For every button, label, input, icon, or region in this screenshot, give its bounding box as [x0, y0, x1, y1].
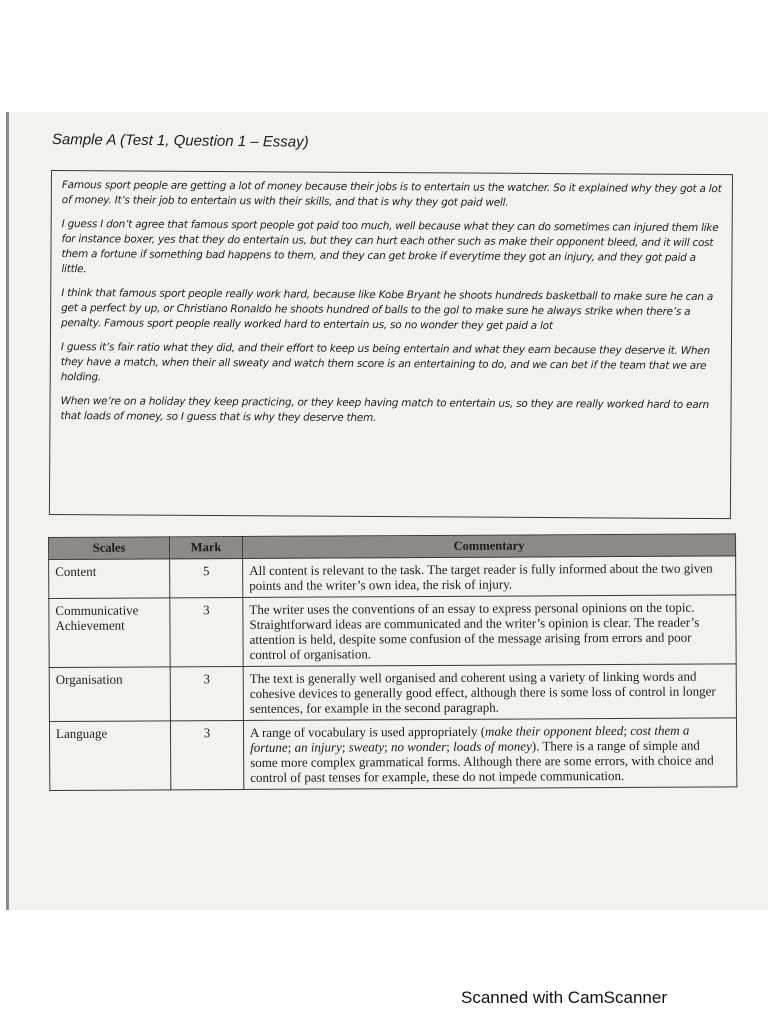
header-commentary: Commentary	[242, 534, 735, 559]
mark-cell: 3	[170, 666, 243, 720]
commentary-cell: The text is generally well organised and coherent using a variety of linking words and cohesive devices to generally good effect, although there is some loss of control in longer sentences, for example in the second paragraph.	[243, 664, 736, 721]
camscanner-watermark: Scanned with CamScanner	[461, 988, 668, 1007]
mark-cell: 5	[170, 558, 243, 597]
essay-box	[49, 170, 733, 519]
marking-table	[48, 533, 737, 791]
sample-title: Sample A (Test 1, Question 1 – Essay)	[51, 131, 309, 151]
vocabulary-example: no wonder	[390, 738, 447, 755]
commentary-cell: All content is relevant to the task. The target reader is fully informed about the two given points and the writer’s own idea, the risk of injury.	[243, 556, 736, 598]
table-row	[49, 718, 736, 791]
mark-cell: 3	[170, 720, 243, 789]
commentary-segment: ;	[287, 739, 295, 755]
vocabulary-example: an injury	[294, 739, 342, 755]
scale-cell: Communicative Achievement	[49, 598, 170, 668]
table-row	[49, 595, 736, 668]
scale-cell: Content	[49, 559, 170, 599]
essay-paragraph: I think that famous sport people really work hard, because like Kobe Bryant he shoots hundreds basketball to make sure he can a get a perfect by up, or Christiano Ronaldo he shoots hundred of balls to the gol to make sure he always strike when there’s a penalty. Famous sport people really worked hard to entertain us, so no wonder they get paid a lot	[61, 287, 714, 333]
essay-paragraph: Famous sport people are getting a lot of money because their jobs is to entertain us the watcher. So it explained why they got a lot of money. It’s their job to entertain us with their skills, and that is why they got paid well.	[61, 179, 722, 209]
commentary-segment: ;	[341, 739, 349, 755]
scale-cell: Organisation	[49, 667, 170, 722]
commentary-segment: ). There is a range of simple and some more complex grammatical forms. Although there are some errors, with choice and control of past tenses for example, these do not impede communication.	[250, 737, 714, 785]
vocabulary-example: cost them a fortune	[250, 722, 690, 755]
scale-cell: Language	[49, 721, 170, 791]
table-row	[49, 556, 736, 599]
commentary-segment: ;	[623, 722, 631, 738]
essay-paragraph: I guess it’s fair ratio what they did, and their effort to keep us being entertain and what they earn because they deserve it. When they have a match, when their all sweaty and watch them score is an entertaining to do, and we can bet if the team that we are holding.	[60, 341, 710, 384]
header-mark: Mark	[170, 536, 243, 558]
vocabulary-example: loads of money	[453, 738, 532, 754]
essay-paragraph: I guess I don’t agree that famous sport people got paid too much, well because what they can do sometimes can injured them like for instance boxer, yes that they do entertain us, but they can hurt each other such as make their opponent bleed, and it will cost them a fortune if something bad happens to them, and they can get broke if everytime they got an injury, and they got paid a little.	[61, 218, 719, 276]
commentary-segment: ;	[446, 738, 454, 754]
mark-cell: 3	[170, 597, 243, 666]
commentary-cell	[243, 718, 736, 790]
commentary-segment: ;	[384, 739, 392, 755]
vocabulary-example: sweaty	[348, 739, 385, 755]
commentary-cell: The writer uses the conventions of an essay to express personal opinions on the topic. Straightforward ideas are communicated and the writer’s opinion is clear. The reader’s attention is held, despite some confusion of the message arising from errors and poor control of organisation.	[243, 595, 736, 667]
vocabulary-example: make their opponent bleed	[484, 722, 624, 739]
header-scales: Scales	[49, 537, 170, 560]
commentary-segment: A range of vocabulary is used appropriately (	[249, 723, 486, 740]
essay-paragraph: When we’re on a holiday they keep practicing, or they keep having match to entertain us, so they are really worked hard to earn that loads of money, so I guess that is why they deserve them.	[60, 395, 709, 424]
table-row	[49, 664, 736, 722]
